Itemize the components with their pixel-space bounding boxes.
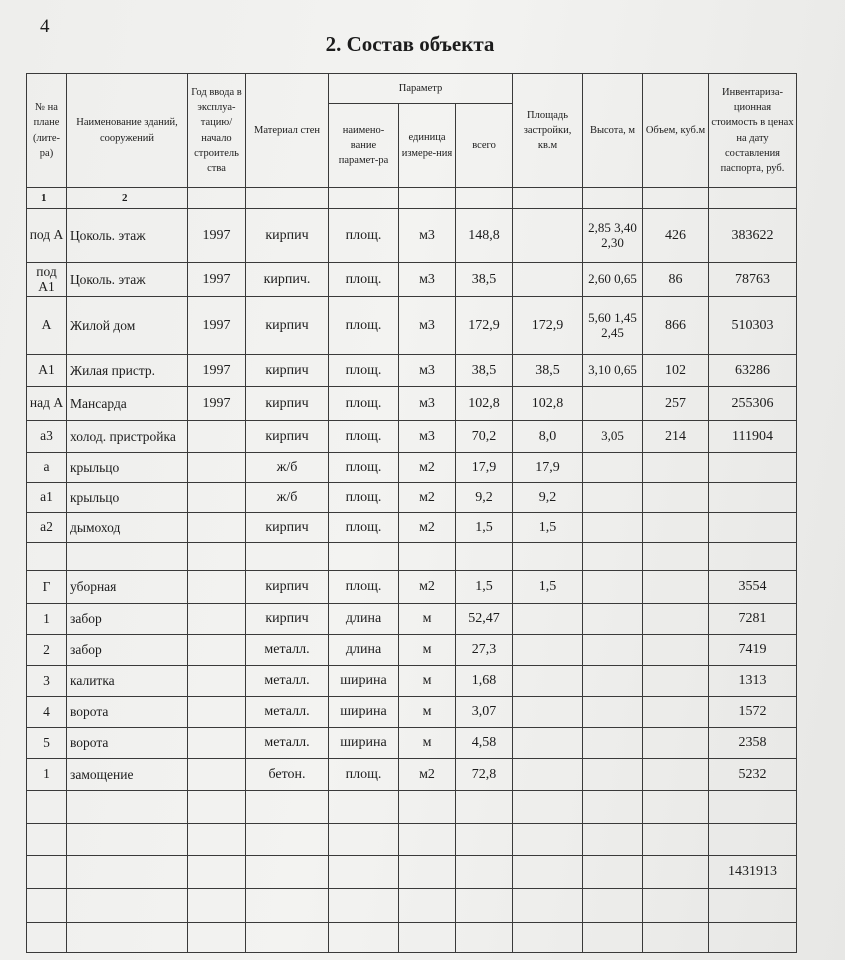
cell-cost bbox=[709, 791, 797, 824]
cell-total: 102,8 bbox=[456, 387, 513, 421]
cell-area bbox=[513, 543, 583, 571]
cell-cost: 3554 bbox=[709, 571, 797, 604]
cell-material bbox=[246, 543, 329, 571]
cell-name bbox=[67, 889, 188, 923]
cell-year bbox=[188, 604, 246, 635]
cell-height bbox=[583, 543, 643, 571]
cell-year bbox=[188, 666, 246, 697]
cell-material: ж/б bbox=[246, 483, 329, 513]
cell-year: 1997 bbox=[188, 355, 246, 387]
header-param-name: наимено-вание парамет-ра bbox=[329, 104, 399, 188]
cell-param: площ. bbox=[329, 571, 399, 604]
cell-area bbox=[513, 824, 583, 856]
cell-total bbox=[456, 856, 513, 889]
cell-unit: м2 bbox=[399, 571, 456, 604]
cell-cost: 510303 bbox=[709, 297, 797, 355]
cell-year bbox=[188, 728, 246, 759]
cell-lit: а2 bbox=[27, 513, 67, 543]
cell-total bbox=[456, 923, 513, 953]
cell-height bbox=[583, 387, 643, 421]
cell-year bbox=[188, 856, 246, 889]
cell-material: кирпич bbox=[246, 604, 329, 635]
cell-volume: 426 bbox=[643, 209, 709, 263]
cell-lit: под А1 bbox=[27, 263, 67, 297]
cell-material: металл. bbox=[246, 728, 329, 759]
cell-height: 2,60 0,65 bbox=[583, 263, 643, 297]
table-row bbox=[27, 635, 797, 666]
cell-unit: м bbox=[399, 728, 456, 759]
cell-lit: под А bbox=[27, 209, 67, 263]
page-title: 2. Состав объекта bbox=[325, 32, 495, 56]
cell-name: холод. пристройка bbox=[67, 421, 188, 453]
cell-year: 1997 bbox=[188, 263, 246, 297]
cell-unit: м3 bbox=[399, 263, 456, 297]
cell-cost: 63286 bbox=[709, 355, 797, 387]
cell-param bbox=[329, 543, 399, 571]
cell-lit: а3 bbox=[27, 421, 67, 453]
cell-material: бетон. bbox=[246, 759, 329, 791]
cell-year bbox=[188, 571, 246, 604]
cell-unit bbox=[399, 824, 456, 856]
cell-area bbox=[513, 923, 583, 953]
cell-total: 72,8 bbox=[456, 759, 513, 791]
cell-volume bbox=[643, 923, 709, 953]
cell-param bbox=[329, 824, 399, 856]
column-number-1: 1 bbox=[27, 188, 67, 209]
cell-lit: А bbox=[27, 297, 67, 355]
cell-name bbox=[67, 791, 188, 824]
cell-total: 38,5 bbox=[456, 263, 513, 297]
cell-name bbox=[67, 856, 188, 889]
header-inventory-cost: Инвентариза-ционная стоимость в ценах на дату составления паспорта, руб. bbox=[709, 74, 797, 188]
cell-lit bbox=[27, 791, 67, 824]
cell-unit bbox=[399, 923, 456, 953]
cell-name bbox=[67, 824, 188, 856]
cell-cost bbox=[709, 543, 797, 571]
cell-unit: м3 bbox=[399, 355, 456, 387]
header-plan-number: № на плане (лите-ра) bbox=[27, 74, 67, 188]
cell-name: замощение bbox=[67, 759, 188, 791]
cell-lit: Г bbox=[27, 571, 67, 604]
cell-year bbox=[188, 697, 246, 728]
cell-name: Жилая пристр. bbox=[67, 355, 188, 387]
cell-year bbox=[188, 889, 246, 923]
cell-volume bbox=[643, 571, 709, 604]
cell-year: 1997 bbox=[188, 209, 246, 263]
cell-volume bbox=[643, 791, 709, 824]
cell-total: 17,9 bbox=[456, 453, 513, 483]
table-row bbox=[27, 759, 797, 791]
cell-lit: 5 bbox=[27, 728, 67, 759]
object-composition-table bbox=[26, 73, 797, 953]
table-row bbox=[27, 571, 797, 604]
cell-total bbox=[456, 791, 513, 824]
header-footprint-area: Площадь застройки, кв.м bbox=[513, 74, 583, 188]
table-row bbox=[27, 513, 797, 543]
cell-height bbox=[583, 856, 643, 889]
cell-total: 1,5 bbox=[456, 513, 513, 543]
cell-height bbox=[583, 889, 643, 923]
cell-unit: м3 bbox=[399, 297, 456, 355]
cell-height bbox=[583, 604, 643, 635]
page-number: 4 bbox=[40, 16, 50, 37]
table-row bbox=[27, 355, 797, 387]
cell-height: 3,10 0,65 bbox=[583, 355, 643, 387]
header-parameter: Параметр bbox=[329, 74, 513, 104]
cell-param: длина bbox=[329, 604, 399, 635]
cell-unit: м bbox=[399, 604, 456, 635]
header-height: Высота, м bbox=[583, 74, 643, 188]
cell-area bbox=[513, 604, 583, 635]
cell-lit: 1 bbox=[27, 604, 67, 635]
cell-material: кирпич bbox=[246, 297, 329, 355]
cell-area: 38,5 bbox=[513, 355, 583, 387]
cell-material: металл. bbox=[246, 635, 329, 666]
cell-total: 1,68 bbox=[456, 666, 513, 697]
header-year: Год ввода в эксплуа-тацию/ начало строитель ства bbox=[188, 74, 246, 188]
cell-volume bbox=[643, 604, 709, 635]
cell-volume bbox=[643, 513, 709, 543]
table-row bbox=[27, 728, 797, 759]
cell-area bbox=[513, 635, 583, 666]
cell-height bbox=[583, 697, 643, 728]
cell-total: 3,07 bbox=[456, 697, 513, 728]
cell-cost: 7419 bbox=[709, 635, 797, 666]
cell-material bbox=[246, 889, 329, 923]
cell-cost: 2358 bbox=[709, 728, 797, 759]
table-row bbox=[27, 889, 797, 923]
cell-material: кирпич bbox=[246, 421, 329, 453]
cell-height bbox=[583, 666, 643, 697]
cell-area: 102,8 bbox=[513, 387, 583, 421]
cell-volume bbox=[643, 824, 709, 856]
cell-lit bbox=[27, 856, 67, 889]
table-row bbox=[27, 666, 797, 697]
cell-year: 1997 bbox=[188, 387, 246, 421]
cell-total: 27,3 bbox=[456, 635, 513, 666]
cell-area: 1,5 bbox=[513, 571, 583, 604]
cell-height bbox=[583, 571, 643, 604]
table-row bbox=[27, 297, 797, 355]
cell-year bbox=[188, 923, 246, 953]
table-row bbox=[27, 483, 797, 513]
cell-height bbox=[583, 824, 643, 856]
cell-name bbox=[67, 923, 188, 953]
table-row bbox=[27, 263, 797, 297]
cell-cost: 255306 bbox=[709, 387, 797, 421]
cell-volume: 214 bbox=[643, 421, 709, 453]
column-number-2: 2 bbox=[67, 188, 188, 209]
cell-year bbox=[188, 635, 246, 666]
cell-name: ворота bbox=[67, 728, 188, 759]
cell-name: уборная bbox=[67, 571, 188, 604]
cell-area: 172,9 bbox=[513, 297, 583, 355]
cell-unit bbox=[399, 543, 456, 571]
cell-volume bbox=[643, 635, 709, 666]
cell-volume bbox=[643, 728, 709, 759]
cell-total bbox=[456, 543, 513, 571]
cell-volume: 102 bbox=[643, 355, 709, 387]
cell-year bbox=[188, 453, 246, 483]
cell-cost bbox=[709, 513, 797, 543]
cell-height bbox=[583, 635, 643, 666]
table-row bbox=[27, 923, 797, 953]
cell-unit: м2 bbox=[399, 483, 456, 513]
cell-height bbox=[583, 453, 643, 483]
cell-volume bbox=[643, 856, 709, 889]
cell-name: крыльцо bbox=[67, 453, 188, 483]
cell-material: кирпич bbox=[246, 571, 329, 604]
cell-area bbox=[513, 759, 583, 791]
cell-volume bbox=[643, 666, 709, 697]
cell-total: 1,5 bbox=[456, 571, 513, 604]
cell-lit: а1 bbox=[27, 483, 67, 513]
table-row bbox=[27, 543, 797, 571]
cell-param: ширина bbox=[329, 697, 399, 728]
cell-total bbox=[456, 889, 513, 923]
cell-param: ширина bbox=[329, 666, 399, 697]
cell-cost: 78763 bbox=[709, 263, 797, 297]
cell-area bbox=[513, 209, 583, 263]
cell-lit: 1 bbox=[27, 759, 67, 791]
cell-name: Цоколь. этаж bbox=[67, 263, 188, 297]
cell-cost bbox=[709, 889, 797, 923]
cell-param: площ. bbox=[329, 421, 399, 453]
cell-param: площ. bbox=[329, 483, 399, 513]
cell-volume bbox=[643, 889, 709, 923]
cell-lit bbox=[27, 889, 67, 923]
cell-material: кирпич bbox=[246, 513, 329, 543]
header-volume: Объем, куб.м bbox=[643, 74, 709, 188]
cell-material: ж/б bbox=[246, 453, 329, 483]
table-row bbox=[27, 453, 797, 483]
cell-year bbox=[188, 543, 246, 571]
table-row bbox=[27, 387, 797, 421]
cell-unit: м2 bbox=[399, 453, 456, 483]
table-row bbox=[27, 421, 797, 453]
cell-lit bbox=[27, 543, 67, 571]
cell-height: 5,60 1,45 2,45 bbox=[583, 297, 643, 355]
cell-area bbox=[513, 263, 583, 297]
cell-lit bbox=[27, 923, 67, 953]
cell-unit: м3 bbox=[399, 421, 456, 453]
cell-cost: 5232 bbox=[709, 759, 797, 791]
cell-year bbox=[188, 513, 246, 543]
table-row bbox=[27, 824, 797, 856]
cell-total: 148,8 bbox=[456, 209, 513, 263]
cell-param: длина bbox=[329, 635, 399, 666]
cell-volume bbox=[643, 697, 709, 728]
table-row bbox=[27, 856, 797, 889]
cell-unit: м3 bbox=[399, 209, 456, 263]
cell-name: забор bbox=[67, 604, 188, 635]
cell-unit: м bbox=[399, 666, 456, 697]
cell-unit bbox=[399, 889, 456, 923]
cell-material: металл. bbox=[246, 697, 329, 728]
cell-total bbox=[456, 824, 513, 856]
cell-height bbox=[583, 791, 643, 824]
cell-height bbox=[583, 728, 643, 759]
cell-param: площ. bbox=[329, 513, 399, 543]
cell-lit: над А bbox=[27, 387, 67, 421]
cell-cost bbox=[709, 923, 797, 953]
cell-name bbox=[67, 543, 188, 571]
cell-area: 1,5 bbox=[513, 513, 583, 543]
header-param-total: всего bbox=[456, 104, 513, 188]
cell-cost: 7281 bbox=[709, 604, 797, 635]
cell-year bbox=[188, 791, 246, 824]
cell-total: 52,47 bbox=[456, 604, 513, 635]
header-building-name: Наименование зданий, сооружений bbox=[67, 74, 188, 188]
cell-param: площ. bbox=[329, 759, 399, 791]
cell-lit: 3 bbox=[27, 666, 67, 697]
cell-cost bbox=[709, 453, 797, 483]
cell-material: кирпич. bbox=[246, 263, 329, 297]
cell-total: 70,2 bbox=[456, 421, 513, 453]
cell-param: ширина bbox=[329, 728, 399, 759]
cell-area: 8,0 bbox=[513, 421, 583, 453]
cell-year: 1997 bbox=[188, 297, 246, 355]
cell-material: кирпич bbox=[246, 355, 329, 387]
header-wall-material: Материал стен bbox=[246, 74, 329, 188]
cell-cost: 1431913 bbox=[709, 856, 797, 889]
cell-material bbox=[246, 856, 329, 889]
cell-height bbox=[583, 483, 643, 513]
cell-total: 38,5 bbox=[456, 355, 513, 387]
cell-material bbox=[246, 791, 329, 824]
cell-name: дымоход bbox=[67, 513, 188, 543]
cell-unit: м2 bbox=[399, 759, 456, 791]
cell-area bbox=[513, 889, 583, 923]
cell-volume bbox=[643, 483, 709, 513]
cell-name: ворота bbox=[67, 697, 188, 728]
cell-material bbox=[246, 824, 329, 856]
cell-total: 172,9 bbox=[456, 297, 513, 355]
cell-param: площ. bbox=[329, 355, 399, 387]
cell-name: Жилой дом bbox=[67, 297, 188, 355]
cell-volume bbox=[643, 759, 709, 791]
cell-param bbox=[329, 791, 399, 824]
cell-unit: м bbox=[399, 697, 456, 728]
cell-area bbox=[513, 666, 583, 697]
cell-unit: м bbox=[399, 635, 456, 666]
table-row bbox=[27, 791, 797, 824]
cell-lit: 4 bbox=[27, 697, 67, 728]
cell-material: кирпич bbox=[246, 387, 329, 421]
cell-cost: 1572 bbox=[709, 697, 797, 728]
table-row bbox=[27, 697, 797, 728]
cell-material: кирпич bbox=[246, 209, 329, 263]
cell-volume: 866 bbox=[643, 297, 709, 355]
cell-cost: 383622 bbox=[709, 209, 797, 263]
cell-cost: 1313 bbox=[709, 666, 797, 697]
cell-param: площ. bbox=[329, 387, 399, 421]
cell-param: площ. bbox=[329, 209, 399, 263]
cell-cost bbox=[709, 824, 797, 856]
cell-lit: А1 bbox=[27, 355, 67, 387]
cell-name: крыльцо bbox=[67, 483, 188, 513]
cell-lit: а bbox=[27, 453, 67, 483]
cell-year bbox=[188, 483, 246, 513]
cell-name: Мансарда bbox=[67, 387, 188, 421]
cell-cost: 111904 bbox=[709, 421, 797, 453]
cell-volume bbox=[643, 453, 709, 483]
cell-material bbox=[246, 923, 329, 953]
cell-height bbox=[583, 513, 643, 543]
cell-unit: м3 bbox=[399, 387, 456, 421]
cell-area bbox=[513, 697, 583, 728]
cell-year bbox=[188, 824, 246, 856]
cell-total: 4,58 bbox=[456, 728, 513, 759]
cell-name: забор bbox=[67, 635, 188, 666]
cell-area: 17,9 bbox=[513, 453, 583, 483]
cell-param: площ. bbox=[329, 297, 399, 355]
cell-unit bbox=[399, 791, 456, 824]
cell-unit bbox=[399, 856, 456, 889]
cell-param bbox=[329, 923, 399, 953]
cell-param: площ. bbox=[329, 263, 399, 297]
cell-param: площ. bbox=[329, 453, 399, 483]
cell-height bbox=[583, 923, 643, 953]
cell-lit bbox=[27, 824, 67, 856]
cell-material: металл. bbox=[246, 666, 329, 697]
cell-unit: м2 bbox=[399, 513, 456, 543]
cell-height: 2,85 3,40 2,30 bbox=[583, 209, 643, 263]
cell-name: Цоколь. этаж bbox=[67, 209, 188, 263]
table-row bbox=[27, 209, 797, 263]
cell-area bbox=[513, 791, 583, 824]
cell-lit: 2 bbox=[27, 635, 67, 666]
cell-volume bbox=[643, 543, 709, 571]
cell-cost bbox=[709, 483, 797, 513]
cell-area: 9,2 bbox=[513, 483, 583, 513]
cell-param bbox=[329, 889, 399, 923]
header-param-unit: единица измере-ния bbox=[399, 104, 456, 188]
cell-area bbox=[513, 728, 583, 759]
table-row bbox=[27, 604, 797, 635]
cell-volume: 86 bbox=[643, 263, 709, 297]
cell-height: 3,05 bbox=[583, 421, 643, 453]
cell-year bbox=[188, 759, 246, 791]
cell-year bbox=[188, 421, 246, 453]
cell-height bbox=[583, 759, 643, 791]
cell-name: калитка bbox=[67, 666, 188, 697]
cell-area bbox=[513, 856, 583, 889]
cell-param bbox=[329, 856, 399, 889]
cell-volume: 257 bbox=[643, 387, 709, 421]
cell-total: 9,2 bbox=[456, 483, 513, 513]
